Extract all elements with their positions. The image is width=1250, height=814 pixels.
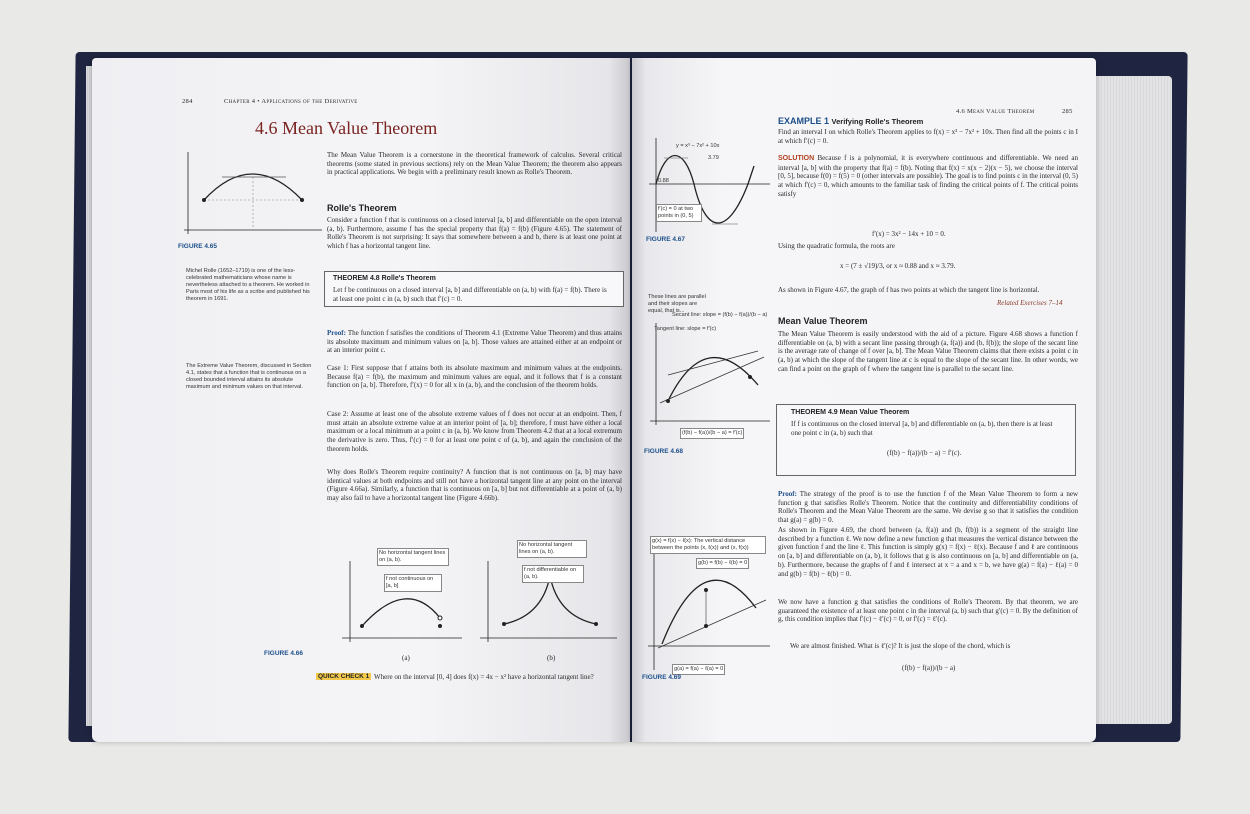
shown-text: As shown in Figure 4.67, the graph of f has two points at which the tangent line is horizontal. xyxy=(778,286,1040,294)
left-page xyxy=(92,58,630,742)
solution-label: SOLUTION xyxy=(778,155,815,162)
proof-text: The function f satisfies the conditions of Theorem 4.1 (Extreme Value Theorem) and thus attains its absolute maximum and minimum values on [a, b]. Those values are attained either at an endpoint or at an interior point c. xyxy=(327,329,623,355)
running-head-left: Chapter 4 • Applications of the Derivative xyxy=(224,98,358,105)
section-name: Mean Value Theorem xyxy=(282,118,438,138)
fig-4-68-secant: Secant line: slope = (f(b) − f(a))/(b − a) xyxy=(672,312,768,318)
example-title: Verifying Rolle's Theorem xyxy=(831,117,924,126)
theorem-4-8-title: THEOREM 4.8 Rolle's Theorem xyxy=(333,275,436,282)
section-title xyxy=(255,118,437,139)
equation-2: x = (7 ± √19)/3, or x ≈ 0.88 and x ≈ 3.79. xyxy=(840,262,956,270)
theorem-4-9-equation: (f(b) − f(a))/(b − a) = f′(c). xyxy=(887,449,962,457)
mvt-proof-paragraph-4: We are almost finished. What is ℓ′(c)? It is just the slope of the chord, which is xyxy=(790,642,1011,650)
mvt-paragraph: The Mean Value Theorem is easily understood with the aid of a picture. Figure 4.68 shows a function f differentiable on (a, b) with a secant line passing through (a, f(a)) and (b, f(b)); the slope of the secant line is the average rate of change of f over [a, b]. The Mean Value Theorem claims that there exists a point c in (a, b) at which the slope of the tangent line at c is equal to the slope of the secant line. In other words, we can find a point on the graph of f where the tangent line is parallel to the secant line. xyxy=(778,330,1078,373)
figure-4-69-label: FIGURE 4.69 xyxy=(642,674,682,681)
fig-4-68-tangent: Tangent line: slope = f′(c) xyxy=(654,326,717,332)
example-label: EXAMPLE 1 xyxy=(778,116,830,126)
right-page xyxy=(632,58,1096,742)
fig-4-69-g-b: g(b) = f(b) − ℓ(b) = 0 xyxy=(696,558,749,569)
mvt-proof-text: The strategy of the proof is to use the function f of the Mean Value Theorem to form a new function g that satisfies Rolle's Theorem. Notice that the continuity and differentiability conditions of Rolle's Theorem and the Mean Value Theorem are the same. We devise g so that it satisfies the condition that g(a) = g(b) = 0. xyxy=(778,490,1078,525)
case-1-paragraph: Case 1: First suppose that f attains both its absolute maximum and minimum values at the endpoints. Because f(a) = f(b), the maximum and minimum values are equal, and it follows that f is a constant function on [a, b]. Therefore, f′(x) = 0 for all x in (a, b), and the conclusion of the theorem holds. xyxy=(327,364,622,390)
page-number-right: 285 xyxy=(1062,108,1073,115)
fig-4-69-g-a: g(a) = f(a) − ℓ(a) = 0 xyxy=(672,664,725,675)
section-number: 4.6 xyxy=(255,118,278,138)
fig-4-67-value-1: 0.88 xyxy=(658,178,669,184)
figure-4-65 xyxy=(174,148,324,238)
fig-4-67-note: f′(c) = 0 at two points in (0, 5) xyxy=(656,204,702,222)
theorem-4-8-box xyxy=(324,271,624,307)
running-head-right: 4.6 Mean Value Theorem xyxy=(956,108,1035,115)
why-continuity-paragraph: Why does Rolle's Theorem require continuity? A function that is not continuous on [a, b] may have identical values at both endpoints and still not have a horizontal tangent line at any point on the interval (Figure 4.66a). Similarly, a function that is continuous on [a, b] but not differentiable at a point of (a, b) may also fail to have a horizontal tangent line (Figure 4.66b). xyxy=(327,468,622,503)
mvt-heading: Mean Value Theorem xyxy=(778,316,868,326)
mvt-proof-label: Proof: xyxy=(778,490,797,498)
related-exercises: Related Exercises 7–14 xyxy=(997,299,1063,307)
figure-4-68-label: FIGURE 4.68 xyxy=(644,448,684,455)
theorem-4-9-box xyxy=(776,404,1076,476)
proof-paragraph xyxy=(327,329,622,355)
mvt-proof-paragraph-3: We now have a function g that satisfies the conditions of Rolle's Theorem. By that theorem, we are guaranteed the existence of at least one point c in the interval (a, b) such that g′(c) = 0. By the definition of g, this condition implies that f′(c) − ℓ′(c) = 0, or f′(c) = ℓ′(c). xyxy=(778,598,1078,624)
quick-check-badge: QUICK CHECK 1 xyxy=(318,673,370,680)
page-edges-right xyxy=(1096,76,1172,724)
figure-4-67-label: FIGURE 4.67 xyxy=(646,236,686,243)
fig-4-66-a: (a) xyxy=(402,654,410,662)
theorem-4-9-text: If f is continuous on the closed interval [a, b] and differentiable on (a, b), then there is at least one point c in (a, b) such that xyxy=(791,420,1053,437)
figure-4-66-label: FIGURE 4.66 xyxy=(264,650,304,657)
fig-4-66-b: (b) xyxy=(547,654,556,662)
sidenote-rolle: Michel Rolle (1652–1719) is one of the less-celebrated mathematicians whose name is nevertheless attached to a theorem. He worked in Paris most of his life as a scribe and published his theorem in 1691. xyxy=(186,268,310,302)
fig-4-66-note-1: No horizontal tangent lines on (a, b). xyxy=(377,548,449,566)
page-number-left: 284 xyxy=(182,98,193,105)
example-heading xyxy=(778,116,923,126)
fig-4-68-note: These lines are parallel and their slopes are equal, that is... xyxy=(648,294,706,314)
solution-paragraph xyxy=(778,154,1078,199)
theorem-4-8-text: Let f be continuous on a closed interval [a, b] and differentiable on (a, b) with f(a) = f(b). There is at least one point c in (a, b) such that f′(c) = 0. xyxy=(333,286,607,303)
rolles-heading: Rolle's Theorem xyxy=(327,203,397,213)
fig-4-67-value-2: 3.79 xyxy=(708,155,719,161)
quadratic-text: Using the quadratic formula, the roots are xyxy=(778,242,895,250)
fig-4-66-note-4: f not differentiable on (a, b). xyxy=(522,565,584,583)
fig-4-66-note-2: f not continuous on [a, b] xyxy=(384,574,442,592)
intro-paragraph: The Mean Value Theorem is a cornerstone in the theoretical framework of calculus. Several critical theorems (some stated in previous sections) rely on the Mean Value Theorem; the theorem also appears in practical applications. We begin with a preliminary result known as Rolle's Theorem. xyxy=(327,151,622,177)
quick-check-text: Where on the interval [0, 4] does f(x) = 4x − x² have a horizontal tangent line? xyxy=(374,673,594,681)
fig-4-66-note-3: No horizontal tangent lines on (a, b). xyxy=(517,540,587,558)
mvt-proof-paragraph xyxy=(778,490,1078,525)
case-2-paragraph: Case 2: Assume at least one of the absolute extreme values of f does not occur at an endpoint. Then, f must attain an absolute extreme value at an interior point of [a, b]; therefore, f must have either a local maximum or a local minimum at a point c in (a, b). We know from Theorem 4.2 that at a local extremum the derivative is zero. Thus, f′(c) = 0 for at least one point c of (a, b), and again the conclusion of the theorem holds. xyxy=(327,410,622,453)
rolles-paragraph: Consider a function f that is continuous on a closed interval [a, b] and differentiable on the open interval (a, b). Furthermore, assume f has the special property that f(a) = f(b) (Figure 4.65). The statement of Rolle's Theorem is not surprising: It says that somewhere between a and b, there is at least one point at which f has a horizontal tangent line. xyxy=(327,216,622,251)
mvt-proof-paragraph-2: As shown in Figure 4.69, the chord between (a, f(a)) and (b, f(b)) is a segment of the straight line described by a function ℓ. We now define a new function g that measures the vertical distance between the given function f and the line ℓ. This function is simply g(x) = f(x) − ℓ(x). Because f and ℓ are continuous on [a, b] and differentiable on (a, b), it follows that g is also continuous on [a, b] and differentiable on (a, b). Furthermore, because the graphs of f and ℓ intersect at x = a and x = b, we have g(a) = f(a) − ℓ(a) = 0 and g(b) = f(b) − ℓ(b) = 0. xyxy=(778,526,1078,578)
solution-text: Because f is a polynomial, it is everywhere continuous and differentiable. We need an interval [a, b] with the property that f(a) = f(b). Noting that f(x) = x(x − 2)(x − 5), we choose the interval [0, 5], because f(0) = f(5) = 0 (other intervals are possible). The goal is to find points c in the interval (0, 5) at which f′(c) = 0, which amounts to the familiar task of finding the critical points of f. The critical points satisfy xyxy=(778,154,1078,198)
fig-4-69-note: g(x) = f(x) − ℓ(x): The vertical distance between the points (x, ℓ(x)) and (x, f(x)) xyxy=(650,536,766,554)
theorem-4-9-title: THEOREM 4.9 Mean Value Theorem xyxy=(791,409,910,416)
fig-4-67-equation: y = x³ − 7x² + 10x xyxy=(676,143,720,149)
final-equation: (f(b) − f(a))/(b − a) xyxy=(902,664,956,672)
example-text: Find an interval I on which Rolle's Theorem applies to f(x) = x³ − 7x² + 10x. Then find all the points c in I at which f′(c) = 0. xyxy=(778,128,1078,145)
sidenote-extreme-value: The Extreme Value Theorem, discussed in Section 4.1, states that a function that is continuous on a closed bounded interval attains its absolute maximum and minimum values on that interval. xyxy=(186,363,312,390)
fig-4-68-bottom: (f(b) − f(a))/(b − a) = f′(c) xyxy=(680,428,744,439)
equation-1: f′(x) = 3x² − 14x + 10 = 0. xyxy=(872,230,946,238)
proof-label: Proof: xyxy=(327,329,346,337)
figure-4-65-label: FIGURE 4.65 xyxy=(178,243,218,250)
